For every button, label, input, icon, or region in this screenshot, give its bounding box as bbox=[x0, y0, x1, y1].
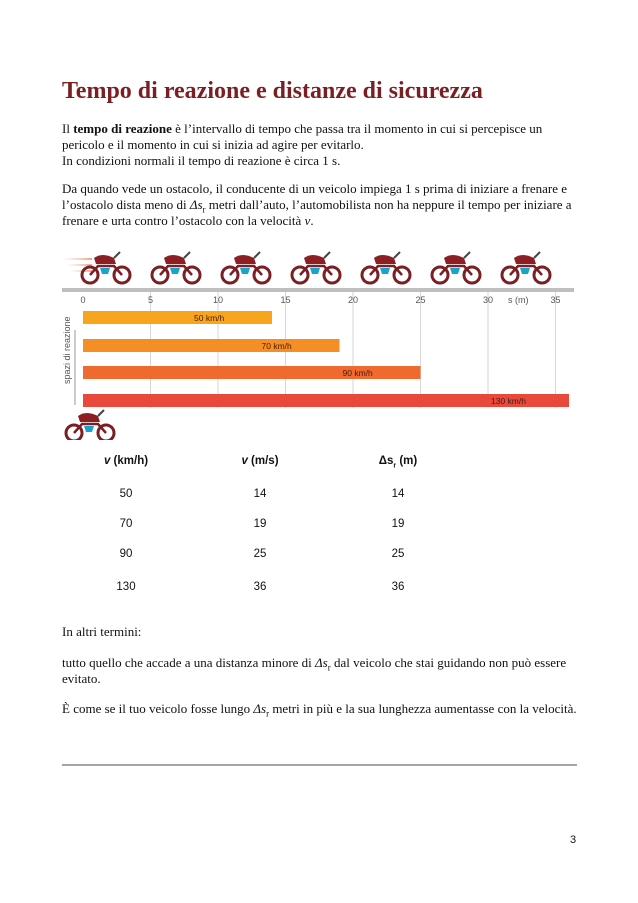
bar-label: 90 km/h bbox=[342, 368, 373, 378]
page-number: 3 bbox=[570, 834, 577, 846]
table-header-v-kmh: v (km/h) bbox=[103, 455, 149, 467]
page-title: Tempo di reazione e distanze di sicurezza bbox=[62, 78, 483, 104]
motorbike-icon bbox=[292, 252, 340, 283]
table-cell: 70 bbox=[119, 518, 133, 530]
outro-line-4: È come se il tuo veicolo fosse lungo $\Delta s_r$ metri in più e la sua lunghezza aumentasse con la velocità. bbox=[62, 701, 577, 719]
bars bbox=[83, 311, 569, 407]
term-tempo-di-reazione: tempo di reazione bbox=[73, 121, 172, 136]
intro-line-3: In condizioni normali il tempo di reazione è circa 1 s. bbox=[62, 153, 341, 168]
table-cell: 25 bbox=[253, 548, 267, 560]
bar bbox=[83, 311, 272, 324]
x-tick-label: 25 bbox=[415, 295, 426, 305]
table-header-dsr: $\Delta s_r$ (m) bbox=[378, 455, 418, 470]
outro-line-2: tutto quello che accade a una distanza minore di $\Delta s_r$ dal veicolo che stai guidando non può essere bbox=[62, 655, 567, 673]
table-cell: 130 bbox=[116, 581, 136, 593]
para2-line-3: frenare e urta contro l’ostacolo con la velocità v. bbox=[62, 213, 314, 228]
x-tick-labels bbox=[80, 295, 560, 305]
table-cell: 25 bbox=[391, 548, 405, 560]
table-cell: 90 bbox=[119, 548, 133, 560]
intro-line-1: Il tempo di reazione è l’intervallo di tempo che passa tra il momento in cui si percepisce un bbox=[62, 121, 543, 136]
para2-line-2: l’ostacolo dista meno di $\Delta s_r$ metri dall’auto, l’automobilista non ha neppure il tempo per iniziare a bbox=[62, 197, 572, 215]
motorbike-icon bbox=[502, 252, 550, 283]
y-axis-label: spazi di reazione bbox=[62, 316, 72, 384]
para2-line-1: Da quando vede un ostacolo, il conducente di un veicolo impiega 1 s prima di iniziare a frenare e bbox=[62, 181, 568, 196]
motorbike-icon bbox=[66, 410, 114, 440]
motorbike-icon bbox=[66, 410, 114, 440]
x-tick-label: 20 bbox=[347, 295, 359, 305]
reaction-distance-figure bbox=[62, 250, 577, 440]
table-cell: 19 bbox=[391, 518, 405, 530]
bar-label: 50 km/h bbox=[194, 313, 225, 323]
table-cell: 36 bbox=[391, 581, 405, 593]
bar bbox=[83, 339, 340, 352]
x-tick-label: 30 bbox=[482, 295, 494, 305]
table-cell: 36 bbox=[253, 581, 267, 593]
x-axis-unit: s (m) bbox=[508, 295, 529, 305]
x-tick-label: 35 bbox=[550, 295, 561, 305]
outro-line-1: In altri termini: bbox=[62, 624, 142, 639]
table-header-v-ms: v (m/s) bbox=[241, 455, 279, 467]
table-cell: 14 bbox=[253, 488, 267, 500]
reaction-distance-chart bbox=[62, 250, 577, 440]
motorbike-icon bbox=[222, 252, 270, 283]
x-tick-label: 15 bbox=[280, 295, 291, 305]
bar-label: 130 km/h bbox=[491, 396, 526, 406]
motorbike-sequence bbox=[82, 252, 550, 283]
intro-line-2: pericolo e il momento in cui si inizia ad agire per evitarlo. bbox=[62, 137, 364, 152]
table-cell: 19 bbox=[253, 518, 267, 530]
motorbike-icon bbox=[82, 252, 130, 283]
motion-lines bbox=[62, 258, 92, 272]
footer-rule bbox=[62, 764, 577, 766]
motorbike-icon bbox=[152, 252, 200, 283]
motorbike-icon bbox=[432, 252, 480, 283]
table-cell: 50 bbox=[119, 488, 133, 500]
x-tick-label: 10 bbox=[212, 295, 224, 305]
table-cell: 14 bbox=[391, 488, 405, 500]
motorbike-icon bbox=[362, 252, 410, 283]
bar-label: 70 km/h bbox=[261, 341, 292, 351]
outro-line-3: evitato. bbox=[62, 671, 101, 686]
x-tick-label: 0 bbox=[80, 295, 86, 305]
x-tick-label: 5 bbox=[147, 295, 154, 305]
